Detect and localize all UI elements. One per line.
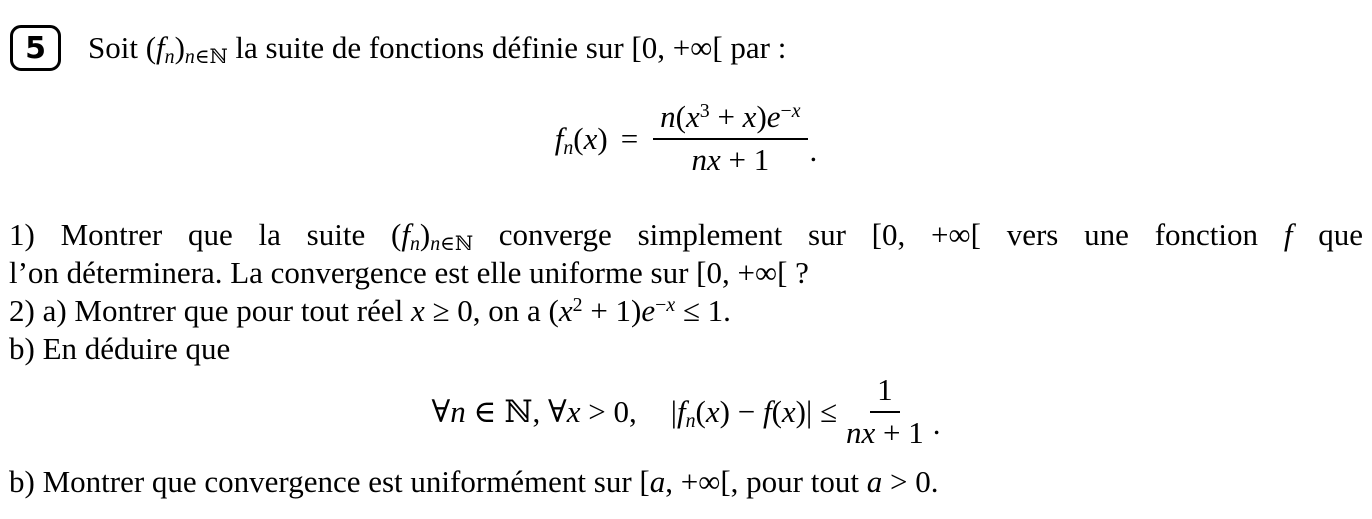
question-text: ≤ 1.: [675, 293, 731, 328]
forall-symbol: ∀: [431, 393, 451, 429]
minus-sign: −: [655, 294, 667, 317]
math-token: + 1: [720, 142, 770, 177]
abs-difference: [671, 394, 837, 430]
quantifiers: [432, 394, 637, 430]
math-token: ): [756, 99, 767, 134]
sub-index: [430, 233, 473, 255]
var-a: a: [866, 464, 883, 499]
math-token: + 1: [875, 415, 924, 450]
formula-lhs: [555, 121, 651, 157]
question-text: converge simplement sur [0, +∞[ vers une fonction: [472, 217, 1284, 252]
question-text: > 0.: [882, 464, 939, 499]
exponent-2: 2: [572, 294, 583, 317]
exercise-number: 5: [25, 30, 46, 66]
question-2b-intro: b) En déduire que: [9, 331, 231, 366]
period: .: [932, 406, 941, 441]
var-f: f: [156, 30, 165, 65]
var-n: n: [660, 99, 676, 134]
exercise-header: [0, 0, 1372, 71]
fraction: [653, 99, 807, 178]
var-x: x: [583, 120, 598, 156]
question-text: + 1): [582, 293, 642, 328]
sub-index: [185, 46, 228, 68]
fraction-numerator: [653, 99, 807, 140]
exercise-number-box: [10, 25, 61, 71]
equals-sign: =: [620, 120, 639, 156]
forall-symbol: ∀: [548, 393, 567, 429]
var-f: f: [401, 217, 410, 252]
question-1-line-1: [9, 216, 1363, 254]
question-1-line-2: l’on déterminera. La convergence est elle uniforme sur [0, +∞[ ?: [9, 255, 809, 290]
math-token: ): [597, 120, 608, 156]
question-text: 2) a) Montrer que pour tout réel: [9, 293, 412, 328]
math-token: +: [709, 99, 743, 134]
var-f: f: [554, 120, 564, 156]
var-a: a: [649, 464, 666, 499]
intro-text: la suite de fonctions définie sur [0, +∞[ par :: [227, 30, 787, 65]
abs-bar: |: [670, 393, 677, 429]
sub-in-N: ∈ℕ: [440, 232, 473, 255]
math-token: ): [719, 393, 730, 429]
math-token: (: [695, 393, 706, 429]
abs-bar: |: [805, 393, 813, 429]
math-token: (: [573, 120, 584, 156]
fraction-denominator: [839, 413, 931, 451]
exponent-3: 3: [699, 100, 710, 123]
var-f: f: [762, 393, 772, 429]
question-text: 1) Montrer que la suite (: [9, 217, 402, 252]
exponent-neg-x: [781, 100, 801, 122]
var-nx: nx: [845, 415, 876, 450]
var-x: x: [781, 393, 796, 429]
leq-symbol: ≤: [812, 393, 837, 429]
var-nx: nx: [691, 142, 721, 177]
sub-in-N: ∈ℕ: [194, 45, 228, 68]
formula-fn-definition: [0, 99, 1372, 178]
var-e: e: [641, 293, 656, 328]
math-token: ): [795, 393, 806, 429]
math-token: (: [675, 99, 686, 134]
questions-block: [9, 216, 1363, 368]
var-x: x: [558, 293, 573, 328]
exponent-neg-x: [655, 294, 675, 316]
var-x: x: [566, 393, 581, 429]
question-3-line: [9, 463, 1363, 501]
period: .: [809, 133, 818, 168]
var-x: x: [686, 99, 700, 134]
sub-n: n: [409, 232, 420, 255]
question-text: ≥ 0, on a (: [424, 293, 559, 328]
intro-text: Soit (: [88, 30, 157, 65]
question-text: , +∞[, pour tout: [665, 464, 867, 499]
var-x: x: [791, 100, 801, 123]
fraction-numerator: 1: [870, 372, 900, 413]
var-x: x: [742, 99, 757, 134]
var-x: x: [666, 294, 676, 317]
minus-sign: −: [780, 100, 792, 123]
formula-inequality: [0, 372, 1372, 451]
var-f: f: [1283, 217, 1293, 252]
sub-n: n: [685, 409, 696, 432]
sub-n: n: [164, 45, 175, 68]
var-f: f: [676, 393, 686, 429]
exercise-intro: [88, 30, 786, 66]
var-n: n: [450, 393, 466, 429]
math-token: > 0,: [580, 393, 637, 429]
fraction: [839, 372, 931, 451]
sub-n: n: [563, 136, 574, 159]
minus-sign: −: [729, 393, 763, 429]
math-token: ): [419, 217, 431, 252]
sub-n: n: [430, 232, 441, 255]
var-x: x: [411, 293, 425, 328]
question-text: que: [1292, 217, 1363, 252]
question-text: b) Montrer que convergence est uniformément sur [: [9, 464, 650, 499]
math-token: (: [771, 393, 782, 429]
question-2a-line: [9, 292, 1363, 330]
fraction-denominator: [684, 140, 776, 178]
var-x: x: [705, 393, 720, 429]
math-token: ): [174, 30, 185, 65]
math-token: ∈ ℕ,: [465, 393, 549, 429]
var-e: e: [766, 99, 781, 134]
sub-n: n: [184, 45, 195, 68]
